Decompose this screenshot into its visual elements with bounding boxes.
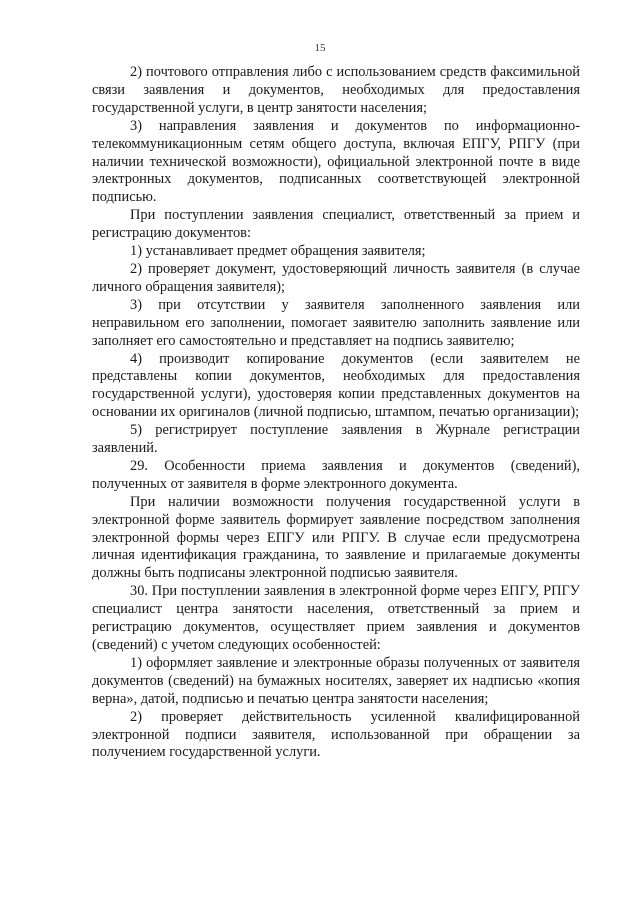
document-body	[92, 64, 580, 762]
paragraph-step-1: 1) устанавливает предмет обращения заявителя;	[130, 243, 426, 260]
paragraph-step-2: 2) проверяет документ, удостоверяющий личность заявителя (в случае личного обращения заявителя);	[92, 260, 580, 295]
paragraph-section-30: 30. При поступлении заявления в электронной форме через ЕПГУ, РПГУ специалист центра занятости населения, ответственный за прием и регистрацию документов, осуществляет прием заявления и документов (сведений) с учетом следующих особенностей:	[92, 583, 580, 653]
paragraph-feature-1: 1) оформляет заявление и электронные образы полученных от заявителя документов (сведений) на бумажных носителях, заверяет их надписью «копия верна», датой, подписью и печатью центра занятости населения;	[92, 654, 580, 707]
paragraph-electronic-submission: 3) направления заявления и документов по информационно-телекоммуникационным сетям общего доступа, включая ЕПГУ, РПГУ (при наличии технической возможности), официальной электронной почте в виде электронных документов, подписанных соответствующей электронной подписью.	[92, 117, 580, 206]
paragraph-postal-submission: 2) почтового отправления либо с использованием средств факсимильной связи заявления и документов, необходимых для предоставления государственной услуги, в центр занятости населения;	[92, 64, 580, 116]
paragraph-feature-2: 2) проверяет действительность усиленной квалифицированной электронной подписи заявителя, использованной при обращении за получением государственной услуги.	[92, 708, 580, 761]
paragraph-step-3: 3) при отсутствии у заявителя заполненного заявления или неправильном его заполнении, помогает заявителю заполнить заявление или заполняет его самостоятельно и представляет на подпись заявителю;	[92, 296, 580, 349]
paragraph-section-29: 29. Особенности приема заявления и документов (сведений), полученных от заявителя в форме электронного документа.	[92, 457, 580, 492]
paragraph-step-5: 5) регистрирует поступление заявления в Журнале регистрации заявлений.	[92, 422, 580, 457]
paragraph-reception-intro: При поступлении заявления специалист, ответственный за прием и регистрацию документов:	[92, 207, 580, 242]
paragraph-electronic-form: При наличии возможности получения государственной услуги в электронной форме заявитель формирует заявление посредством заполнения электронной формы через ЕПГУ или РПГУ. В случае если предусмотрена личная идентификация гражданина, то заявление и прилагаемые документы должны быть подписаны электронной подписью заявителя.	[92, 493, 580, 582]
paragraph-step-4: 4) производит копирование документов (если заявителем не представлены копии документов, необходимых для предоставления государственной услуги), удостоверяя копии представленных документов на основании их оригиналов (личной подписью, штампом, печатью организации);	[92, 350, 580, 421]
page-number: 15	[314, 42, 326, 54]
